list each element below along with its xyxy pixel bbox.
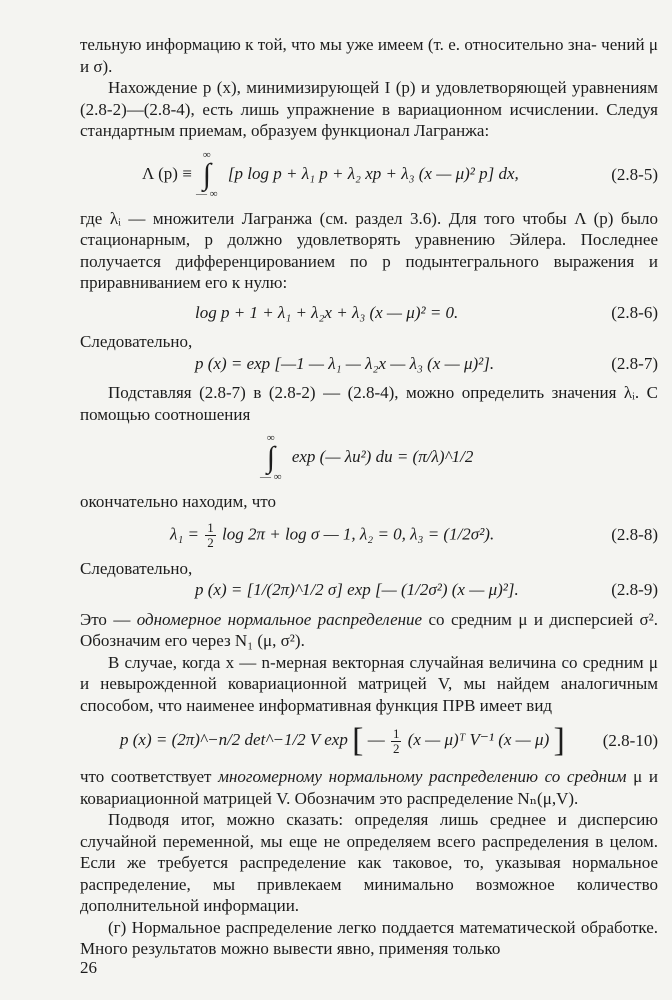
paragraph-substitute: Подставляя (2.8-7) в (2.8-2) — (2.8-4), можно определить значения λᵢ. С помощью соотношения — [80, 383, 658, 424]
paragraph-summary: Подводя итог, можно сказать: определяя лишь среднее и дисперсию случайной переменной, мы еще не определяем всего распределения в целом. Если же требуется распределение как таковое, то, указывая нормальное распределение, мы привлекаем минимально возможное количество дополнительной информации. — [80, 810, 658, 915]
equation-2-8-6: log p + 1 + λ₁ + λ₂x + λ₃ (x — μ)² = 0. (2.8-6) — [195, 302, 658, 322]
equation-2-8-5: Λ (p) ≡ ∞ ∫ — ∞ [p log p + λ₁ p + λ₂ xp + λ₃ (x — μ)² p] dx, (2.8-5) — [142, 148, 658, 200]
equation-2-8-7: p (x) = exp [—1 — λ₁ — λ₂x — λ₃ (x — μ)²]. (2.8-7) — [195, 353, 658, 373]
page-number: 26 — [80, 958, 97, 977]
integral-sign: ∞ ∫ — ∞ — [260, 432, 282, 483]
paragraph-item-g: (г) Нормальное распределение легко поддается математической обработке. Много результатов можно вывести явно, применяя только — [80, 917, 658, 958]
page-body — [80, 34, 658, 960]
equation-2-8-9: p (x) = [1/(2π)^1/2 σ] exp [— (1/2σ²) (x — μ)²]. (2.8-9) — [195, 580, 658, 599]
integral-sign: ∞ ∫ — ∞ — [196, 148, 218, 200]
equation-2-8-10: p (x) = (2π)^−n/2 det^−1/2 V exp [ — $\frac{1}{2}$ (x — μ)ᵀ V⁻¹ (x — μ) ] (2.8-10) — [120, 722, 658, 759]
paragraph-hence-1: Следовательно, — [80, 332, 193, 351]
paragraph-lagrange-intro: Нахождение p (x), минимизирующей I (p) и удовлетворяющей уравнениям (2.8-2)—(2.8-4), есть лишь упражнение в вариационном исчислении. Следуя стандартным приемам, образуем функционал Лагранжа: — [80, 78, 658, 140]
paragraph-multivariate: что соответствует многомерному нормальному распределению со средним μ и ковариационной матрицей V. Обозначим это распределение Nₙ(μ,V). — [80, 767, 658, 808]
equation-number: (2.8-5) — [611, 164, 658, 184]
paragraph-normal-1d: Это — одномерное нормальное распределение со средним μ и дисперсией σ². Обозначим его через N₁ (μ, σ²). — [80, 609, 658, 650]
paragraph-finally: окончательно находим, что — [80, 492, 276, 511]
fraction: $\frac{1}{2}$ — [392, 725, 400, 756]
paragraph-continuation: тельную информацию к той, что мы уже имеем (т. е. относительно зна- чений μ и σ). — [80, 35, 658, 76]
equation-2-8-8: λ₁ = $\frac{1}{2}$ log 2π + log σ — 1, λ₂ = 0, λ₃ = (1/2σ²). (2.8-8) — [170, 519, 658, 550]
paragraph-euler: где λᵢ — множители Лагранжа (см. раздел 3.6). Для того чтобы Λ (p) было стационарным, p должно удовлетворять уравнению Эйлера. Последнее получается дифференцированием по p подынтегрального выражения и приравниванием его к нулю: — [80, 208, 658, 292]
equation-gaussian-integral: ∞ ∫ — ∞ exp (— λu²) du = (π/λ)^1/2 — [260, 432, 474, 483]
paragraph-vector-case: В случае, когда x — n-мерная векторная случайная величина со средним μ и невырожденной ковариационной матрицей V, мы найдем аналогичным способом, что наименее информативная функция ПРВ имеет вид — [80, 652, 658, 715]
paragraph-hence-2: Следовательно, — [80, 558, 193, 578]
fraction: $\frac{1}{2}$ — [207, 519, 214, 550]
